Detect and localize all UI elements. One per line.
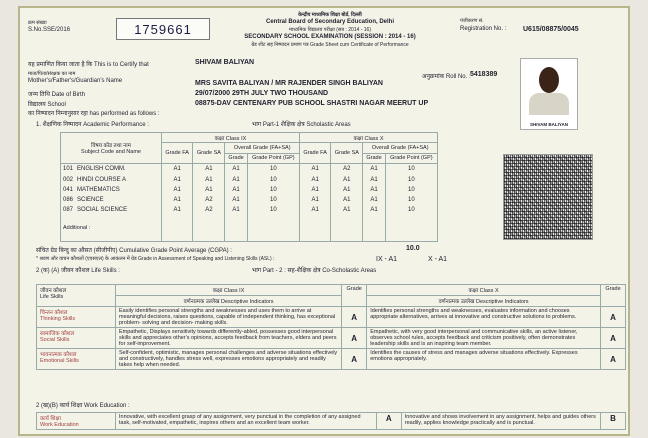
life-skills-table [36,284,626,370]
grade-x: Grade [363,153,385,163]
grade-x: A1 [363,195,385,205]
work-label: Work Education [40,422,79,428]
skill-ix-grade: A [342,307,367,328]
skill-row-emotional [37,349,626,370]
sa-x: A2 [331,163,363,174]
fa-ix: A1 [162,174,193,184]
life-skills-header: जीवन कौशल Life Skills [37,285,116,307]
registration-label-hi: पंजीकरण सं. [460,18,484,24]
ls-descriptive-x: वर्णनात्मक उल्लेख Descriptive Indicators [367,296,601,307]
subject-row [61,163,438,174]
performed-label: का निष्पादन निम्नानुसार रहा has performed as follows : [28,111,160,117]
sa-ix: A1 [193,163,225,174]
skill-label: Social Skills [40,337,70,343]
certificate-title: ग्रेड शीट सह निष्पादन प्रमाण पत्र Grade Sheet cum Certificate of Performance [251,42,409,48]
fa-ix: A1 [162,185,193,195]
school-label: विद्यालय School [28,102,66,108]
skill-row-thinking [37,307,626,328]
ls-class-x-header: कक्षा Class X [367,285,601,296]
gp-ix: 10 [247,174,299,184]
subject-name: MATHEMATICS [77,186,120,193]
serial-number: 1759661 [116,18,210,40]
skill-x-grade: A [601,349,626,370]
sa-ix: A1 [193,174,225,184]
subject-header: विषय कोड तथा नाम Subject Code and Name [61,133,162,164]
skill-ix-text: Self-confident, optimistic, manages personal challenges and adverse situations effectively and constructively, handles stress well, expresses emotions appropriately and readily takes help when needed. [116,349,342,370]
ls-grade-x-header: Grade [601,285,626,307]
gp-x: 10 [385,185,437,195]
skill-label-hi: सामाजिक कौशल [40,331,75,337]
ls-grade-ix-header: Grade [342,285,367,307]
subject-name: ENGLISH COMM. [77,166,126,173]
skill-x-grade: A [601,307,626,328]
additional-label: Additional : [61,216,162,242]
fa-x: A1 [299,205,330,215]
gp-x: 10 [385,174,437,184]
dob-label: जन्म तिथि Date of Birth [28,92,85,98]
subject-code: 002 [63,176,74,183]
skill-x-text: Empathetic, with very good interpersonal and communicative skills, an active listener, observes school rules, accepts feedback and criticism positively, often demonstrates leadership skills and is an inspiring team member. [367,328,601,349]
fa-x: A1 [299,174,330,184]
part1-subtitle: भाग Part-1 शैक्षिक क्षेत्र Scholastic Areas [252,122,351,128]
sa-x: A1 [331,174,363,184]
skill-label-hi: भावनात्मक कौशल [40,352,77,358]
work-ix-grade: A [376,413,401,430]
skill-label-hi: चिन्तन कौशल [40,310,68,316]
grade-ix: A1 [225,205,247,215]
part1-title: 1. शैक्षणिक निष्पादन Academic Performance : [36,122,149,128]
grade-fa-x: Grade FA [299,143,330,164]
certify-label: यह प्रमाणित किया जाता है कि This is to Certify that [28,62,149,68]
work-x-grade: B [601,413,626,430]
part2-subtitle: भाग Part - 2 : सह-शैक्षिक क्षेत्र Co-Scholastic Areas [252,268,377,274]
fa-ix: A1 [162,195,193,205]
work-label-hi: कार्य शिक्षा [40,416,61,422]
skill-ix-text: Empathetic, Displays sensitivity towards differently-abled, possesses good interpersonal skills and appreciates other's opinions, accepts feedback from teachers, elders and peers for self-improvement. [116,328,342,349]
subject-code-name [61,205,162,215]
grade-x: A1 [363,205,385,215]
qr-code [503,154,593,240]
student-name: SHIVAM BALIYAN [195,59,255,66]
subject-code-name [61,163,162,174]
grade-sheet [18,6,630,436]
grade-sa-ix: Grade SA [193,143,225,164]
parents-label-hi: माता/पिता/संरक्षक का नाम [28,71,76,77]
overall-ix: Overall Grade (FA+SA) [225,143,300,153]
class-ix-header: कक्षा Class IX [162,133,300,143]
subject-code-name [61,185,162,195]
grade-x: A1 [363,185,385,195]
subject-row [61,185,438,195]
skill-x-text: Identifies the causes of stress and manages adverse situations effectively. Expresses emotions appropriately. [367,349,601,370]
subject-code-name [61,195,162,205]
grade-x: A1 [363,174,385,184]
grade-ix: Grade [225,153,247,163]
grade-fa-ix: Grade FA [162,143,193,164]
subject-row [61,205,438,215]
asl-ix: IX - A1 [376,256,398,263]
skill-ix-grade: A [342,328,367,349]
sa-x: A1 [331,185,363,195]
gp-ix: 10 [247,163,299,174]
subject-name: HINDI COURSE A [77,176,127,183]
fa-ix: A1 [162,163,193,174]
part2b-title: 2 (ख)(B) कार्य शिक्षा Work Education : [36,403,130,409]
photo-body [529,93,569,115]
subject-code: 086 [63,197,74,204]
gp-x: 10 [385,163,437,174]
sr-no-label-hi: क्रम संख्या [28,20,47,26]
sa-ix: A2 [193,205,225,215]
board-name: Central Board of Secondary Education, Delhi [265,19,395,25]
subject-row [61,174,438,184]
exam-name: SECONDARY SCHOOL EXAMINATION (SESSION : 2014 - 16) [244,34,416,40]
date-of-birth: 29/07/2000 29TH JULY TWO THOUSAND [195,90,329,97]
subject-code: 041 [63,186,74,193]
gp-x: 10 [385,195,437,205]
subject-code: 087 [63,207,74,214]
overall-x: Overall Grade (FA+SA) [363,143,438,153]
asl-x: X - A1 [428,256,448,263]
roll-label: अनुक्रमांक Roll No. : [422,74,471,80]
skill-x-text: Identifies personal strengths and weaknesses, evaluates information and chooses appropriate alternatives, arrives at innovative and constructive solutions to problems. [367,307,601,328]
work-ix-text: Innovative, with excellent grasp of any assignment, very punctual in the completion of any assigned task, self-motivated, empathetic, inspires others and an excellent team worker. [116,413,377,430]
asl-label: * श्रवण और वाचन कौशलों (एएसएल) के आकलन में ग्रेड Grade in Assessment of Speaking and Listening Skills (ASL) : [36,256,275,262]
gp-ix: 10 [247,185,299,195]
grade-point-ix: Grade Point (GP) [247,153,299,163]
skill-row-social [37,328,626,349]
subject-code-name [61,174,162,184]
sa-ix: A1 [193,185,225,195]
photo-caption: SHIVAM BALIYAN [529,122,568,127]
registration-label: Registration No. : [460,26,507,32]
grade-sa-x: Grade SA [331,143,363,164]
fa-x: A1 [299,195,330,205]
work-education-table [36,412,626,430]
subject-row [61,195,438,205]
subject-name: SOCIAL SCIENCE [77,207,128,214]
part2-title: 2 (क) (A) जीवन कौशल Life Skills : [36,268,120,274]
cgpa-value: 10.0 [406,245,420,252]
ls-descriptive-ix: वर्णनात्मक उल्लेख Descriptive Indicators [116,296,342,307]
work-x-text: Innovative and shows involvement in any assignment, helps and guides others readily, applies knowledge practically and is punctual. [401,413,600,430]
parents-name: MRS SAVITA BALIYAN / MR RAJENDER SINGH BALIYAN [195,80,383,87]
sa-x: A1 [331,205,363,215]
exam-name-hi: माध्यमिक विद्यालय परीक्षा (सत्र : 2014 - 16) [289,27,371,33]
scholastic-table [60,132,438,242]
grade-ix: A1 [225,185,247,195]
class-x-header: कक्षा Class X [299,133,437,143]
subject-name: SCIENCE [77,197,104,204]
board-name-hi: केन्द्रीय माध्यमिक शिक्षा बोर्ड, दिल्ली [298,12,362,18]
skill-ix-grade: A [342,349,367,370]
school-name: 08875-DAV CENTENARY PUB SCHOOL SHASTRI NAGAR MEERUT UP [195,100,429,107]
gp-ix: 10 [247,205,299,215]
grade-ix: A1 [225,195,247,205]
ls-class-ix-header: कक्षा Class IX [116,285,342,296]
sr-no-label: S.No.SSE/2016 [28,27,71,33]
roll-number: 5418389 [470,71,498,78]
skill-label: Thinking Skills [40,316,76,322]
gp-ix: 10 [247,195,299,205]
skill-ix-text: Easily identifies personal strengths and weaknesses and uses them to arrive at meaningful decisions, raises questions, capable of independent thinking, has exceptional problem- solving and decision- making skills. [116,307,342,328]
fa-ix: A1 [162,205,193,215]
sa-x: A1 [331,195,363,205]
student-photo [520,58,578,130]
cgpa-label: संचित ग्रेड बिन्दु का औसत (सीजीपीए) Cumulative Grade Point Average (CGPA) : [36,248,232,254]
skill-label: Emotional Skills [40,358,79,364]
gp-x: 10 [385,205,437,215]
parents-label: Mother's/Father's/Guardian's Name [28,78,123,84]
grade-point-x: Grade Point (GP) [385,153,437,163]
fa-x: A1 [299,163,330,174]
sa-ix: A2 [193,195,225,205]
grade-ix: A1 [225,174,247,184]
grade-ix: A1 [225,163,247,174]
photo-head [539,67,559,93]
grade-x: A1 [363,163,385,174]
fa-x: A1 [299,185,330,195]
skill-x-grade: A [601,328,626,349]
subject-rows [61,163,438,215]
registration-number: U615/08875/0045 [523,26,579,33]
subject-code: 101 [63,166,74,173]
